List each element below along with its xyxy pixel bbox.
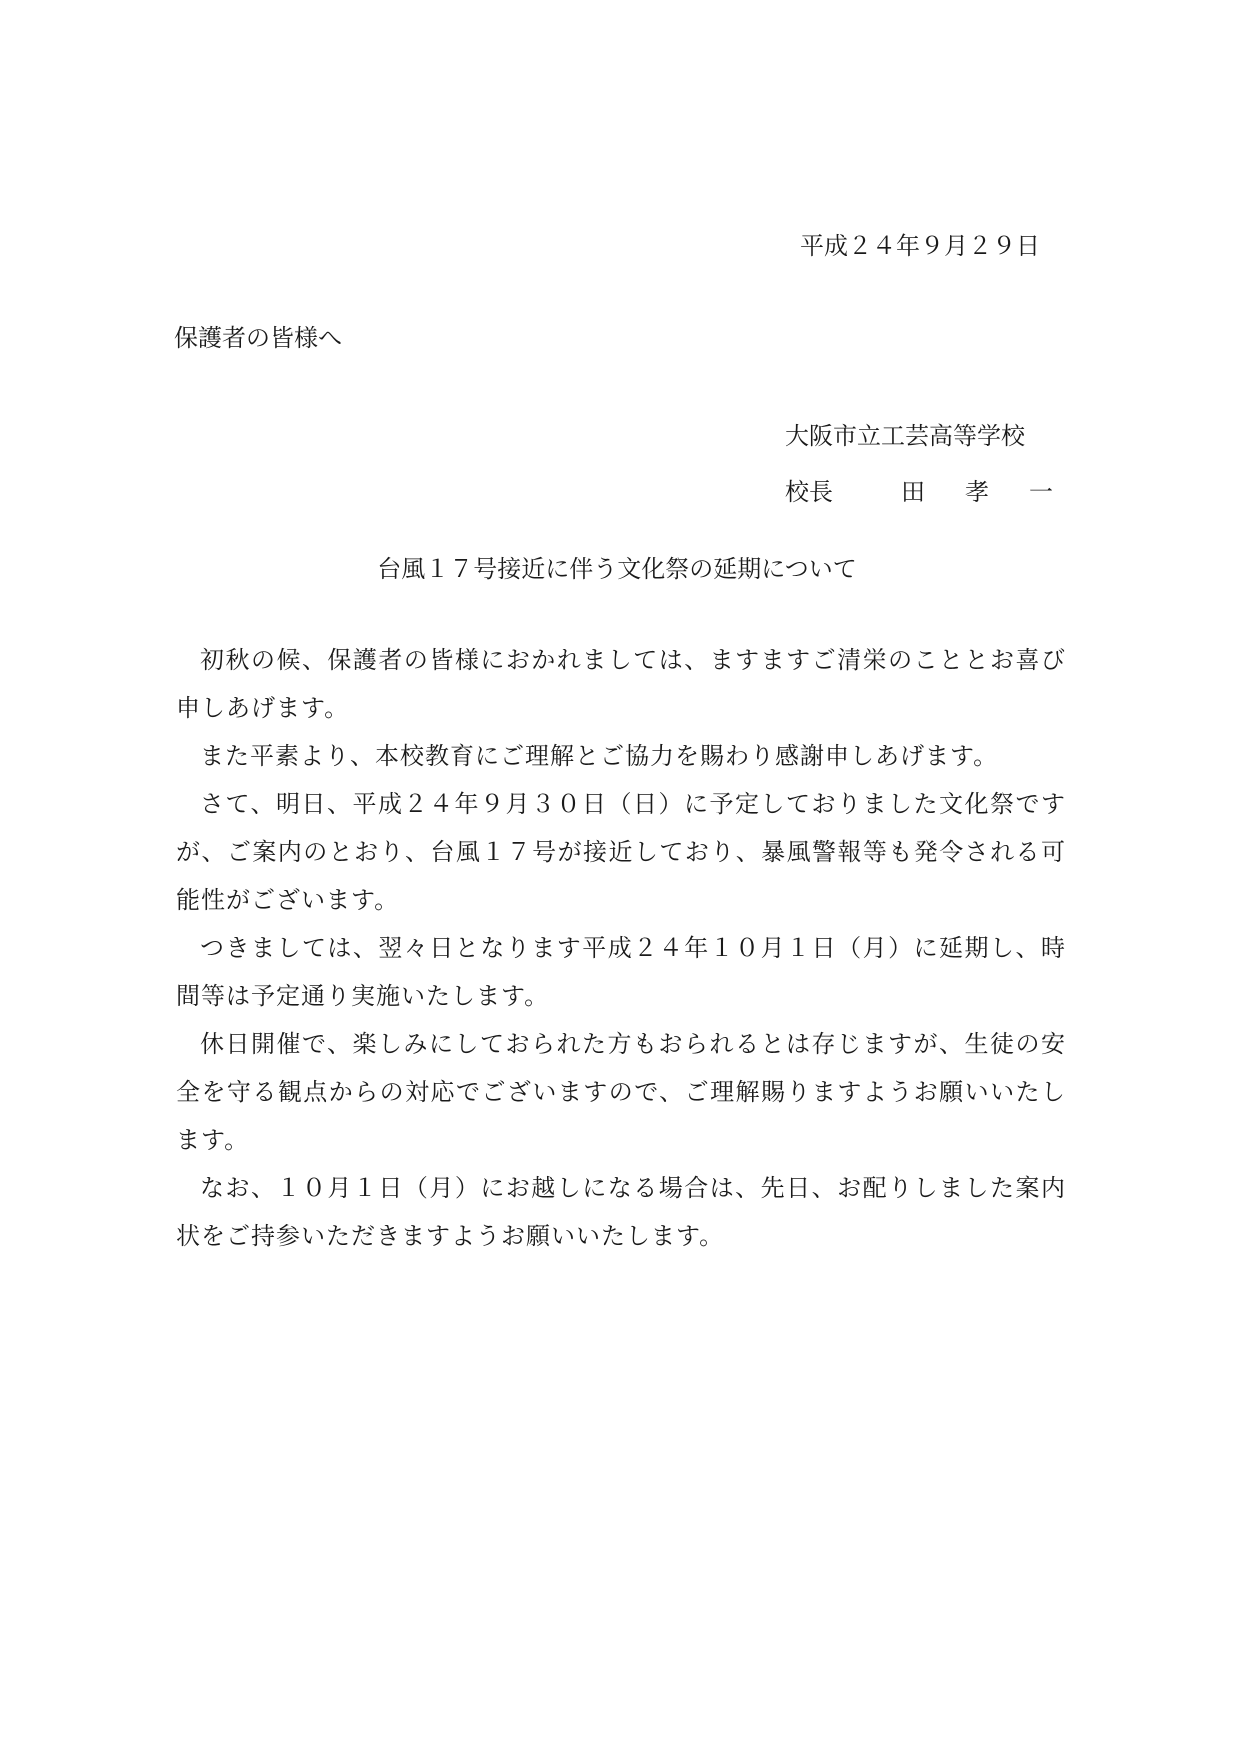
body-paragraph: 休日開催で、楽しみにしておられた方もおられるとは存じますが、生徒の安全を守る観点からの対応でございますので、ご理解賜りますようお願いいたします。 bbox=[176, 1030, 1066, 1154]
principal-line bbox=[785, 464, 1073, 520]
body-paragraph: さて、明日、平成２４年９月３０日（日）に予定しておりました文化祭ですが、ご案内のとおり、台風１７号が接近しており、暴風警報等も発令される可能性がございます。 bbox=[176, 790, 1066, 914]
document-date: 平成２４年９月２９日 bbox=[800, 232, 1040, 260]
principal-name-part: 孝 bbox=[965, 478, 989, 506]
school-name: 大阪市立工芸高等学校 bbox=[785, 422, 1025, 450]
sender-block bbox=[785, 408, 1073, 520]
body-paragraph: また平素より、本校教育にご理解とご協力を賜わり感謝申しあげます。 bbox=[200, 742, 999, 770]
principal-name-part: 田 bbox=[901, 478, 925, 506]
document-title: 台風１７号接近に伴う文化祭の延期について bbox=[377, 555, 857, 583]
principal-name-part: 一 bbox=[1029, 478, 1053, 506]
body-paragraph: なお、１０月１日（月）にお越しになる場合は、先日、お配りしました案内状をご持参いただきますようお願いいたします。 bbox=[176, 1174, 1066, 1250]
recipient-line: 保護者の皆様へ bbox=[174, 324, 342, 352]
principal-role: 校長 bbox=[785, 478, 833, 506]
body-paragraph: つきましては、翌々日となります平成２４年１０月１日（月）に延期し、時間等は予定通り実施いたします。 bbox=[176, 934, 1066, 1010]
body-paragraph: 初秋の候、保護者の皆様におかれましては、ますますご清栄のこととお喜び申しあげます。 bbox=[176, 646, 1066, 722]
document-body bbox=[176, 636, 1066, 1260]
